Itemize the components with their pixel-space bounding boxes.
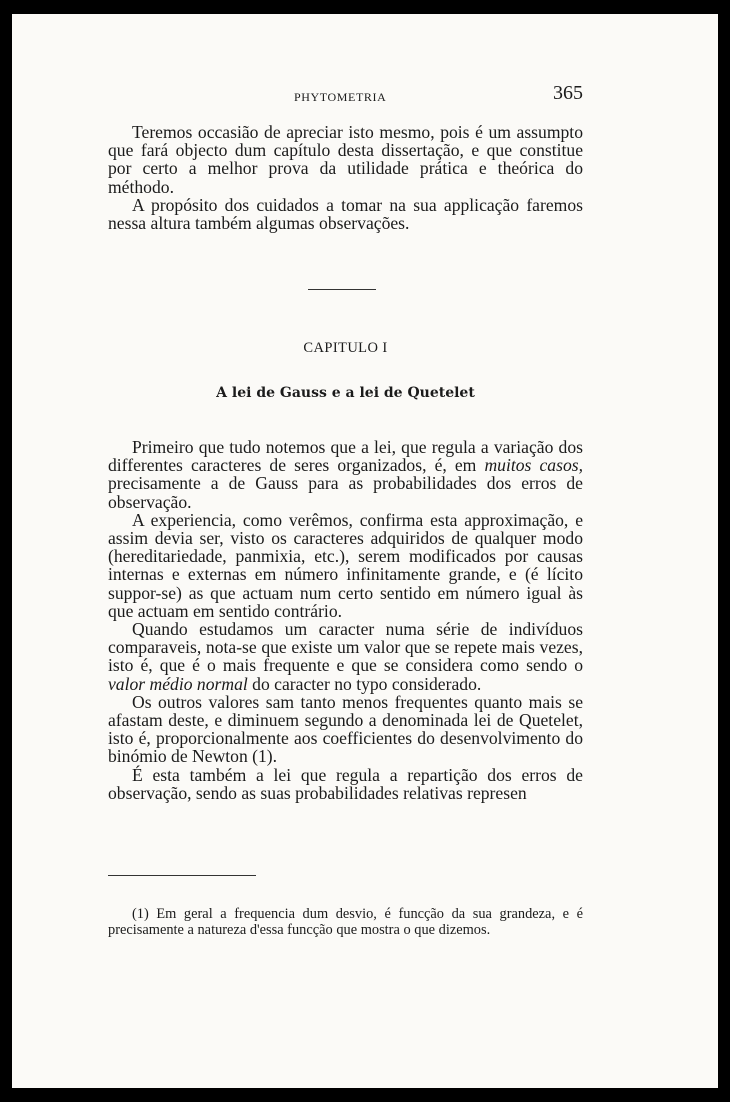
paragraph: Teremos occasião de apreciar isto mesmo, pois é um assumpto que fará objecto dum capítulo desta dissertação, e que constitue por certo a melhor prova da utilidade prática e theórica do méthodo. [108,122,583,197]
section-divider [308,289,376,290]
chapter-label: CAPITULO I [303,340,388,356]
book-page [12,14,718,1088]
intro-text [108,123,583,232]
paragraph: A propósito dos cuidados a tomar na sua applicação faremos nessa altura também algumas observações. [108,194,583,234]
paragraph-text: precisamente a de Gauss para as probabilidades dos erros de observação. [108,473,583,512]
page-header [108,82,583,112]
footnote [108,906,583,938]
footnote-divider [108,875,256,876]
paragraph-text: do caracter no typo considerado. [247,673,482,694]
emphasis-text: valor médio normal [108,673,248,694]
paragraph [108,620,583,693]
chapter-title: A lei de Gauss e a lei de Quetelet [216,385,475,401]
paragraph: A experiencia, como verêmos, confirma esta approximação, e assim devia ser, visto os caracteres adquiridos de qualquer modo (hereditariedade, panmixia, etc.), serem modificados por causas internas e externas em número infinitamente grande, e (é lícito suppor-se) as que actuam num certo sentido em número igual às que actuam em sentido contrário. [108,509,583,621]
running-head: PHYTOMETRIA [294,90,387,104]
paragraph-text: Quando estudamos um caracter numa série de indivíduos comparaveis, nota-se que existe um valor que se repete mais vezes, isto é, que é o mais frequente e que se considera como sendo o [108,619,583,676]
paragraph: É esta também a lei que regula a repartição dos erros de observação, sendo as suas probabilidades relativas represen [108,764,583,803]
paragraph-text: Primeiro que tudo notemos que a lei, que regula a variação dos differentes caracteres de seres organizados, é, em [108,437,583,476]
emphasis-text: muitos casos, [484,455,583,476]
footnote-text: (1) Em geral a frequencia dum desvio, é funcção da sua grandeza, e é precisamente a natureza d'essa funcção que mostra o que dizemos. [108,906,583,938]
page-number: 365 [553,82,583,104]
chapter-body [108,438,583,802]
paragraph: Os outros valores sam tanto menos frequentes quanto mais se afastam deste, e diminuem segundo a denominada lei de Quetelet, isto é, proporcionalmente aos coefficientes do desenvolvimento do binómio de Newton (1). [108,691,583,767]
paragraph [108,438,583,511]
